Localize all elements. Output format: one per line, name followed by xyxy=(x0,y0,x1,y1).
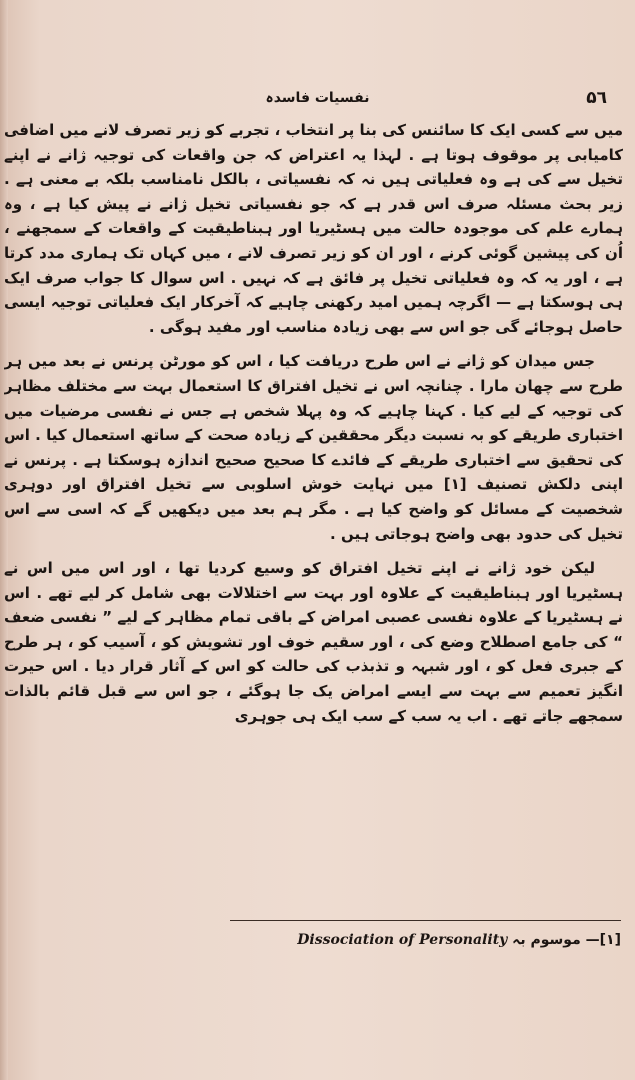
running-title: نفسیات فاسدہ xyxy=(265,90,370,106)
footnote-book-title: Dissociation of Personality xyxy=(297,932,508,948)
paragraph-2: جس میدان کو ژانے نے اس طرح دریافت کیا ، اس کو مورٹن پرنس نے بعد میں ہر طرح سے چھان مارا . چنانچہ اس نے تخیل افتراق کا استعمال بہت سے مختلف مظاہر کی توجیہ کے لیے کیا . کہنا چاہیے کہ وہ پہلا شخص ہے جس نے نفسی مرضیات میں اختباری طریقے کو بہ نسبت دیگر محققین کے زیادہ صحت کے ساتھ استعمال کیا . اس کی تحقیق سے اختباری طریقے کے فائدے کا صحیح صحیح اندازہ ہوسکتا ہے . پرنس نے اپنی دلکش تصنیف [١] میں نہایت خوش اسلوبی سے تخیل افتراق اور دوہری شخصیت کے مسائل کو واضح کیا ہے . مگر ہم بعد میں دیکھیں گے کہ اسی سے اس تخیل کی حدود بھی واضح ہوجاتی ہیں . xyxy=(4,352,623,543)
footnote-marker: [١] xyxy=(599,932,621,948)
page-number: ۵٦ xyxy=(586,88,607,108)
footnote-divider xyxy=(230,920,621,921)
paragraph-3: لیکن خود ژانے نے اپنے تخیل افتراق کو وسیع کردیا تھا ، اور اس میں اس نے ہسٹیریا اور ہبناطیقیت کے علاوہ اور بہت سے اختلالات بھی شامل کر لیے تھے . اس نے ہسٹیریا کے علاوہ نفسی عصبی امراض کے باقی تمام مظاہر کے لیے ” نفسی ضعف “ کی جامع اصطلاح وضع کی ، اور سقیم خوف اور تشویش کو ، آسیب کو ، ہر طرح کے جبری فعل کو ، اور شبہہ و تذبذب کی حالت کو اس کے آثار قرار دیا . اس حیرت انگیز تعمیم سے بہت سے ایسے امراض یک جا ہوگئے ، جو اس سے قبل قائم بالذات سمجھے جاتے تھے . اب یہ سب کے سب ایک ہی جوہری xyxy=(4,559,623,725)
paragraph-1: میں سے کسی ایک کا سائنس کی بنا پر انتخاب ، تجربے کو زیر تصرف لانے میں اضافی کامیابی پر موقوف ہوتا ہے . لہذا یہ اعتراض کہ جن واقعات کی توجیہ ژانے نے اپنے تخیل سے کی ہے وہ فعلیاتی ہیں نہ کہ نفسیاتی ، بالکل نامناسب بلکہ بے معنی ہے . زیر بحث مسئلہ صرف اس قدر ہے کہ جو نفسیاتی تخیل ژانے نے پیش کیا ہے ، وہ ہمارے علم کی موجودہ حالت میں ہسٹیریا اور ہبناطیقیت کے واقعات کے سمجھنے ، اُن کی پیشین گوئی کرنے ، اور ان کو زیر تصرف لانے ، میں کہاں تک ہماری مدد کرتا ہے ، اور یہ کہ وہ فعلیاتی تخیل پر فائق ہے کہ نہیں . اس سوال کا جواب صرف ایک ہی ہوسکتا ہے — اگرچہ ہمیں امید رکھنی چاہیے کہ آخرکار ایک فعلیاتی توجیہ ایسی حاصل ہوجائے گی جو اس سے بھی زیادہ مناسب اور مفید ہوگی . xyxy=(4,121,623,336)
page-header xyxy=(22,86,613,116)
footnote xyxy=(21,932,621,948)
footnote-label: — موسوم بہ xyxy=(512,932,600,948)
body-text xyxy=(4,118,623,918)
